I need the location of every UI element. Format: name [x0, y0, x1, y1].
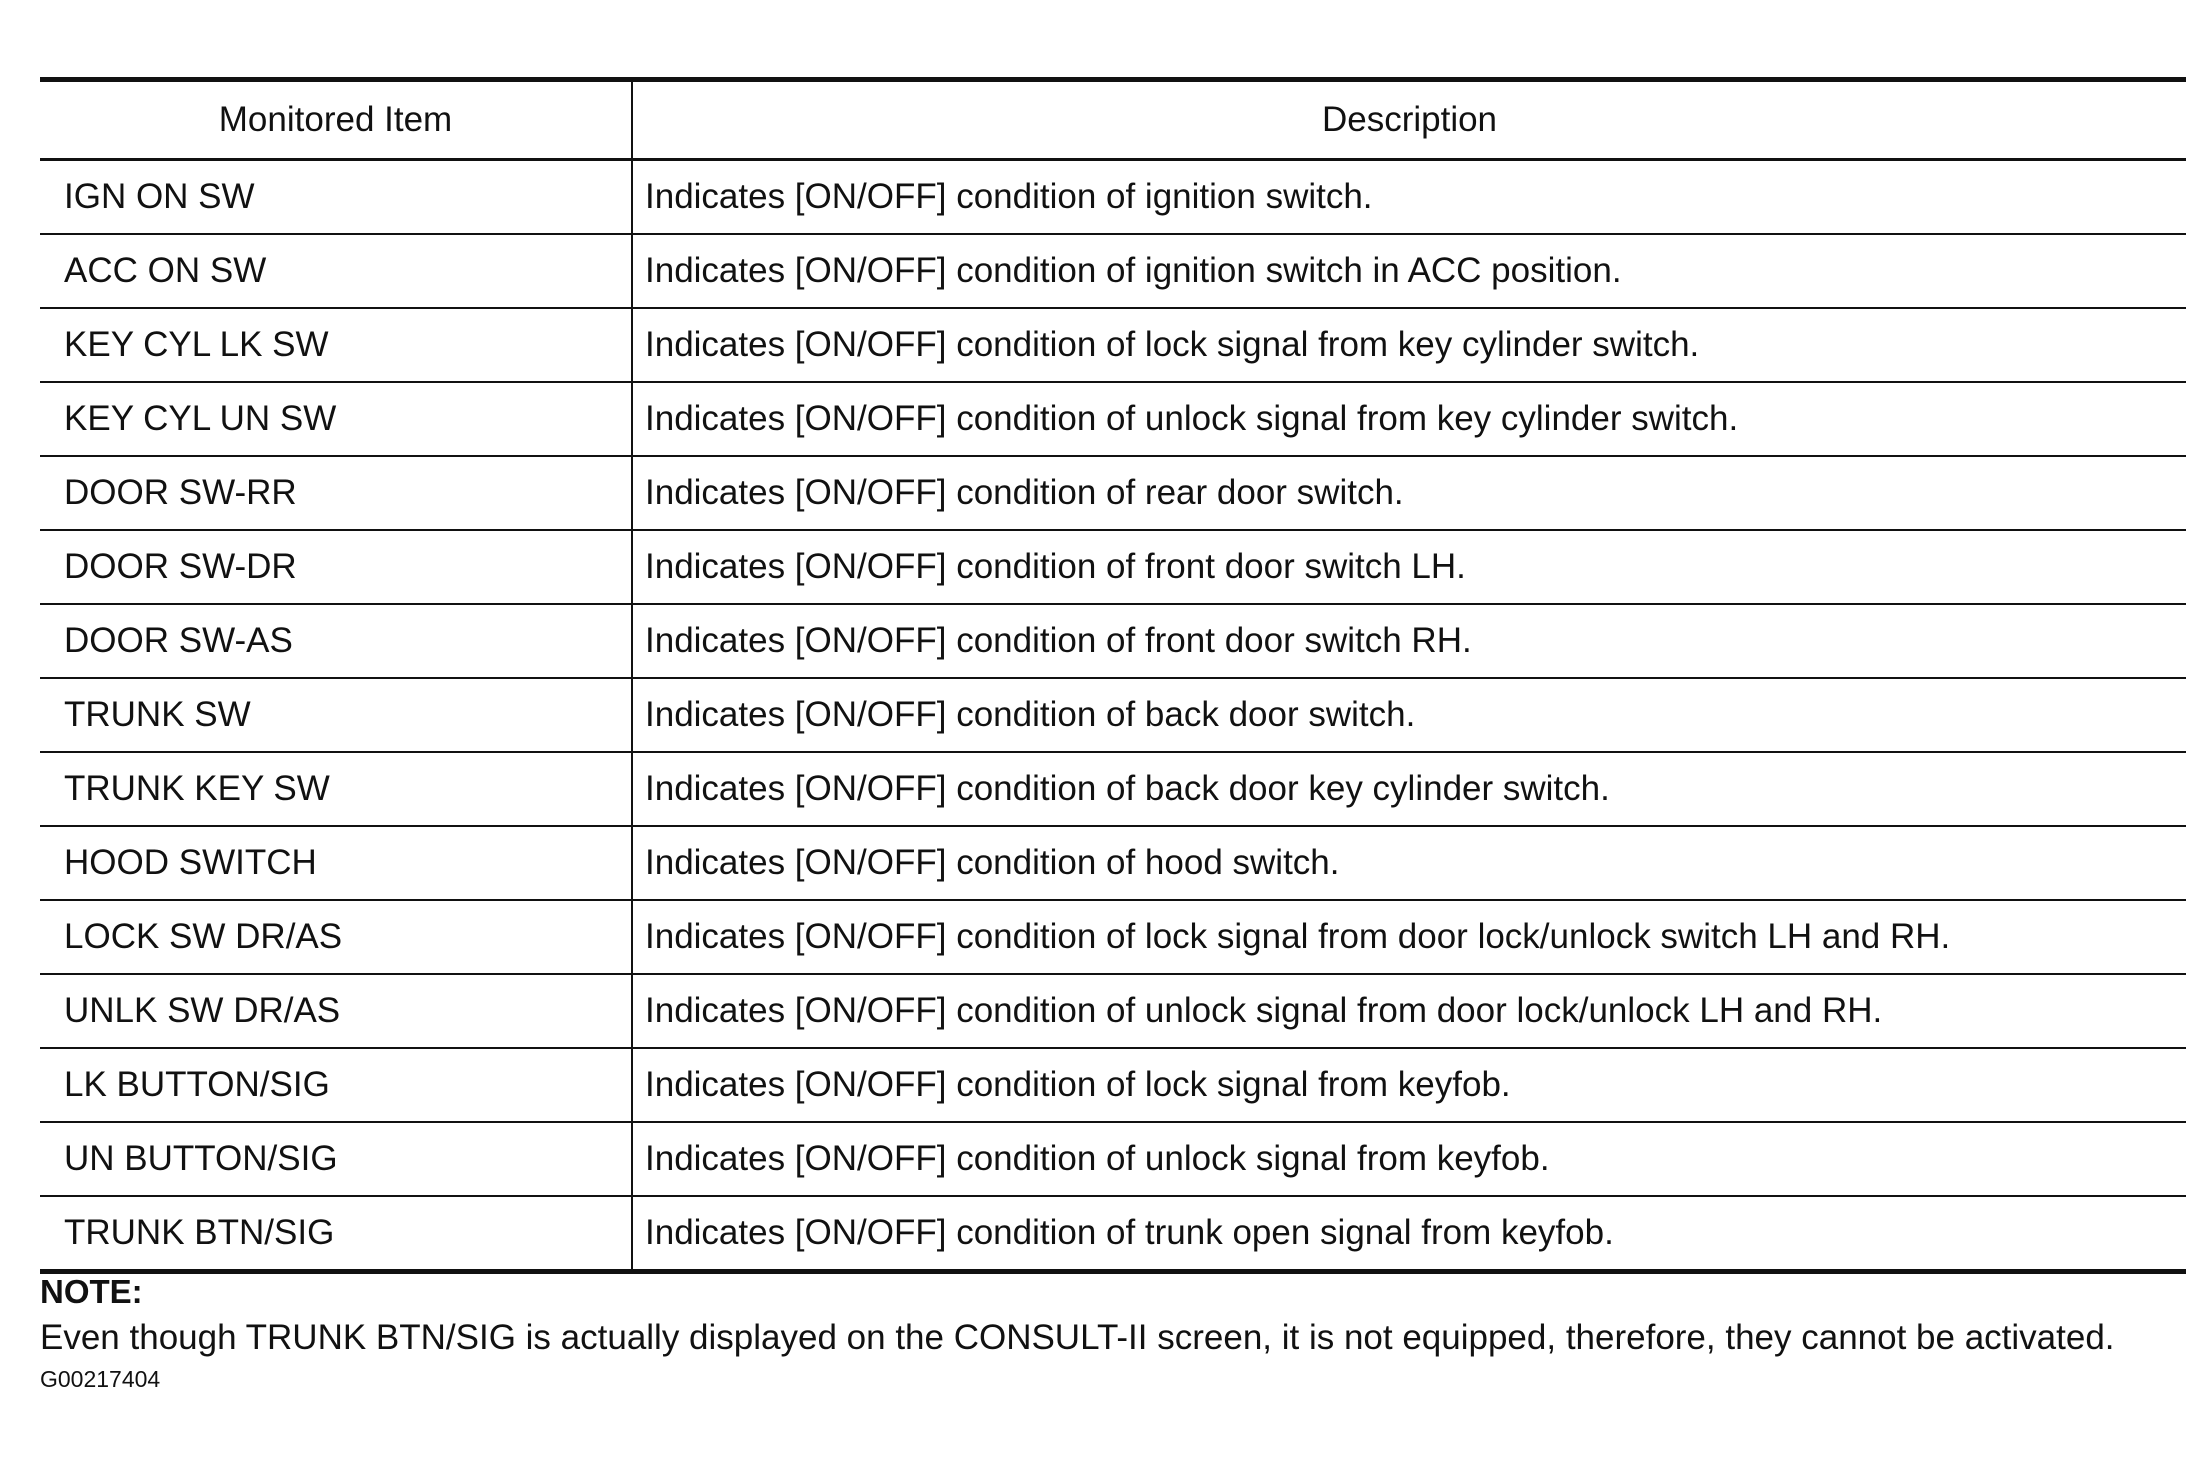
table-row — [40, 1048, 2186, 1122]
table-row — [40, 1122, 2186, 1196]
monitored-item-cell: KEY CYL UN SW — [40, 382, 632, 456]
table-row — [40, 826, 2186, 900]
description-cell: Indicates [ON/OFF] condition of unlock signal from door lock/unlock LH and RH. — [632, 974, 2186, 1048]
description-cell: Indicates [ON/OFF] condition of lock signal from keyfob. — [632, 1048, 2186, 1122]
monitored-item-cell: TRUNK BTN/SIG — [40, 1196, 632, 1272]
monitored-item-cell: DOOR SW-AS — [40, 604, 632, 678]
description-cell: Indicates [ON/OFF] condition of trunk open signal from keyfob. — [645, 1213, 1614, 1252]
table-row — [40, 678, 2186, 752]
table-row — [40, 900, 2186, 974]
description-cell: Indicates [ON/OFF] condition of rear door switch. — [632, 456, 2186, 530]
monitored-item-cell: HOOD SWITCH — [40, 826, 632, 900]
description-cell: Indicates [ON/OFF] condition of ignition switch in ACC position. — [632, 234, 2186, 308]
note-title: NOTE: — [40, 1273, 143, 1310]
description-cell: Indicates [ON/OFF] condition of hood switch. — [632, 826, 2186, 900]
table-row — [40, 974, 2186, 1048]
monitored-item-cell: DOOR SW-DR — [40, 530, 632, 604]
description-cell: Indicates [ON/OFF] condition of lock signal from door lock/unlock switch LH and RH. — [632, 900, 2186, 974]
monitored-item-cell: DOOR SW-RR — [40, 456, 632, 530]
note-section — [40, 1272, 2200, 1394]
description-cell: Indicates [ON/OFF] condition of unlock signal from key cylinder switch. — [632, 382, 2186, 456]
header-monitored-item: Monitored Item — [40, 80, 632, 160]
monitored-items-table — [40, 77, 2186, 1274]
table-row — [40, 456, 2186, 530]
monitor-table-container — [40, 77, 2186, 1274]
note-text: Even though TRUNK BTN/SIG is actually displayed on the CONSULT-II screen, it is not equipped, therefore, they cannot be activated. — [40, 1318, 2115, 1357]
table-row — [40, 530, 2186, 604]
table-row — [40, 160, 2186, 235]
table-row — [40, 752, 2186, 826]
monitored-item-cell: UN BUTTON/SIG — [40, 1122, 632, 1196]
table-row — [40, 382, 2186, 456]
table-header-row — [40, 80, 2186, 160]
table-row — [40, 234, 2186, 308]
monitored-item-cell: IGN ON SW — [40, 160, 632, 235]
monitored-item-cell: KEY CYL LK SW — [40, 308, 632, 382]
table-row — [40, 604, 2186, 678]
monitored-item-cell: TRUNK KEY SW — [40, 752, 632, 826]
table-row — [40, 308, 2186, 382]
header-description: Description — [632, 80, 2186, 160]
monitored-item-cell: TRUNK SW — [40, 678, 632, 752]
description-cell: Indicates [ON/OFF] condition of ignition switch. — [632, 160, 2186, 235]
description-cell: Indicates [ON/OFF] condition of lock signal from key cylinder switch. — [632, 308, 2186, 382]
description-cell: Indicates [ON/OFF] condition of back door switch. — [632, 678, 2186, 752]
description-cell: Indicates [ON/OFF] condition of front door switch RH. — [632, 604, 2186, 678]
document-code: G00217404 — [40, 1366, 161, 1392]
monitored-item-cell: ACC ON SW — [40, 234, 632, 308]
description-cell: Indicates [ON/OFF] condition of front door switch LH. — [632, 530, 2186, 604]
monitored-item-cell: UNLK SW DR/AS — [40, 974, 632, 1048]
table-row — [40, 1196, 2186, 1272]
monitored-item-cell: LK BUTTON/SIG — [40, 1048, 632, 1122]
monitored-item-cell: LOCK SW DR/AS — [40, 900, 632, 974]
description-cell: Indicates [ON/OFF] condition of back door key cylinder switch. — [632, 752, 2186, 826]
description-cell: Indicates [ON/OFF] condition of unlock signal from keyfob. — [632, 1122, 2186, 1196]
